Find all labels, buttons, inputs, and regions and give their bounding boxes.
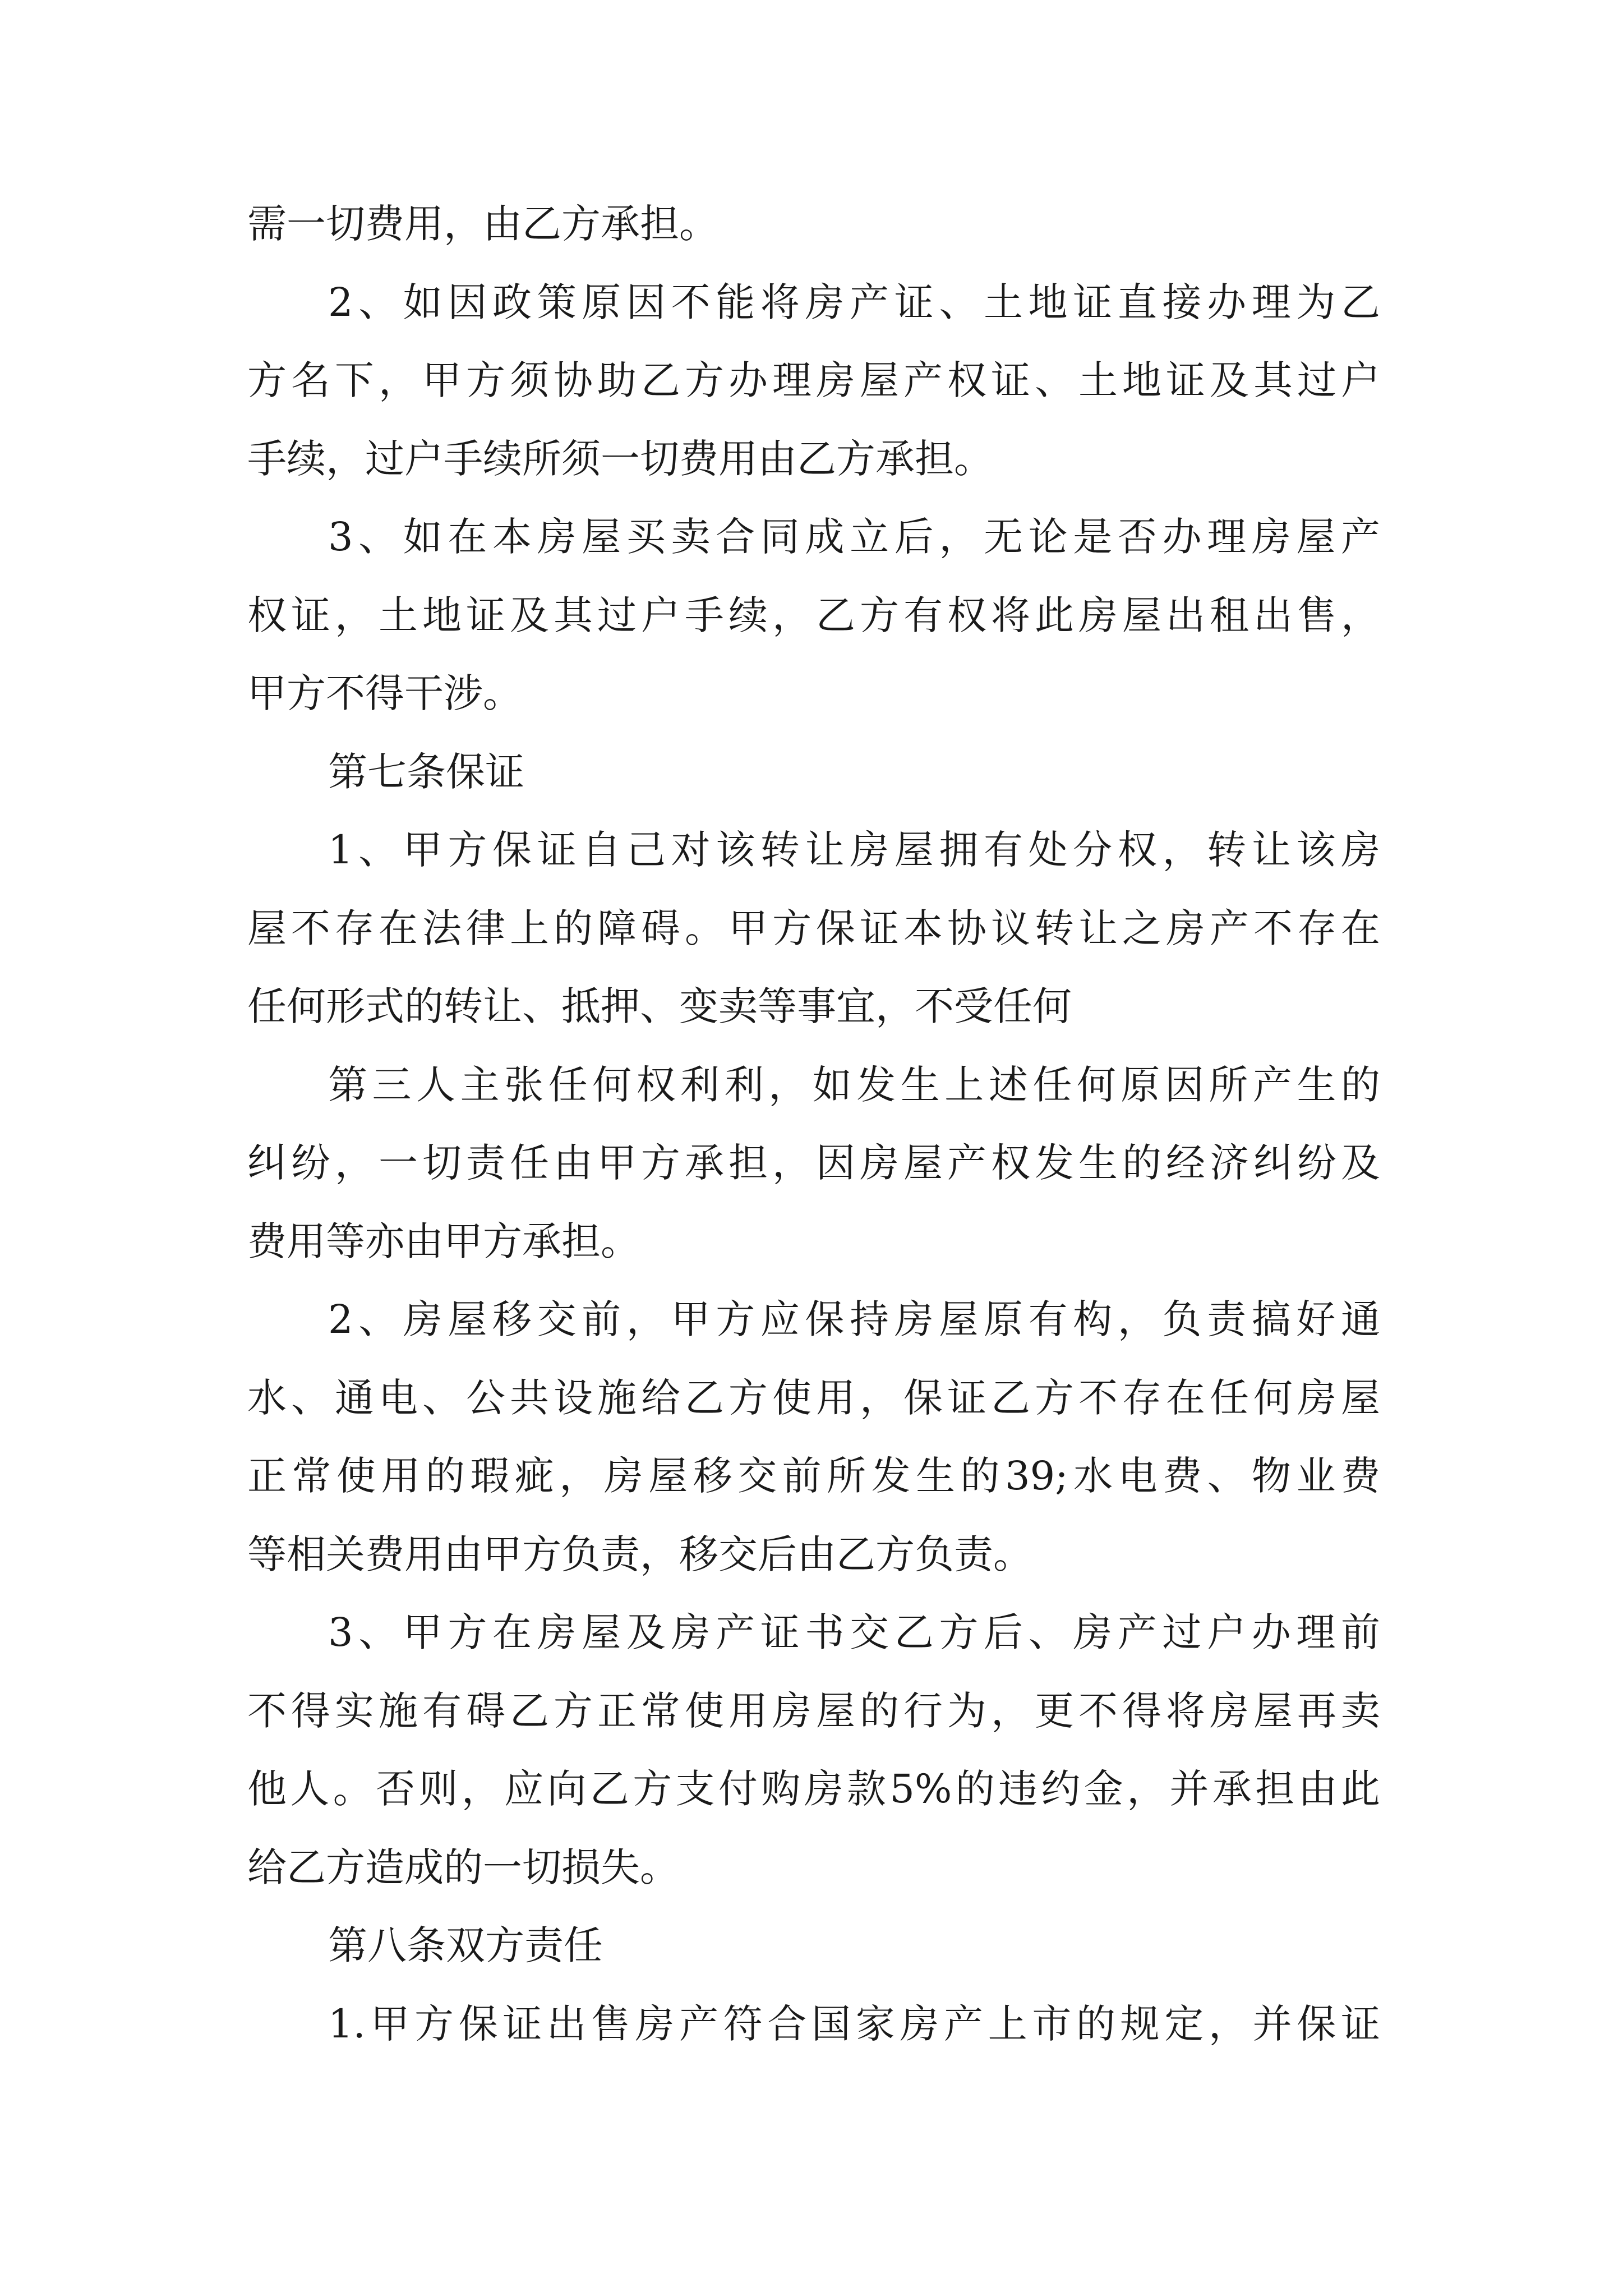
- text-line: 水、通电、公共设施给乙方使用，保证乙方不存在任何房屋: [247, 1374, 1380, 1421]
- text-line: 正常使用的瑕疵，房屋移交前所发生的39;水电费、物业费: [247, 1453, 1380, 1499]
- section-heading: 第八条双方责任: [328, 1922, 603, 1968]
- text-line: 甲方不得干涉。: [247, 670, 522, 716]
- text-line: 2、如因政策原因不能将房产证、土地证直接办理为乙: [328, 279, 1380, 325]
- text-line: 给乙方造成的一切损失。: [247, 1844, 679, 1890]
- text-line: 需一切费用，由乙方承担。: [247, 201, 718, 247]
- text-line: 屋不存在法律上的障碍。甲方保证本协议转让之房产不存在: [247, 905, 1380, 951]
- text-line: 手续，过户手续所须一切费用由乙方承担。: [247, 435, 993, 482]
- text-line: 他人。否则，应向乙方支付购房款5%的违约金，并承担由此: [247, 1766, 1380, 1812]
- text-line: 1、甲方保证自己对该转让房屋拥有处分权，转让该房: [328, 827, 1380, 873]
- text-line: 纠纷，一切责任由甲方承担，因房屋产权发生的经济纠纷及: [247, 1140, 1380, 1186]
- text-line: 3、如在本房屋买卖合同成立后，无论是否办理房屋产: [328, 514, 1380, 560]
- section-heading: 第七条保证: [328, 748, 524, 795]
- text-line: 第三人主张任何权利利，如发生上述任何原因所产生的: [328, 1061, 1380, 1108]
- text-line: 费用等亦由甲方承担。: [247, 1218, 640, 1264]
- text-line: 等相关费用由甲方负责，移交后由乙方负责。: [247, 1531, 1032, 1577]
- text-line: 1.甲方保证出售房产符合国家房产上市的规定，并保证: [328, 2000, 1380, 2047]
- text-line: 3、甲方在房屋及房产证书交乙方后、房产过户办理前: [328, 1609, 1380, 1655]
- text-line: 2、房屋移交前，甲方应保持房屋原有构，负责搞好通: [328, 1296, 1380, 1342]
- text-line: 方名下，甲方须协助乙方办理房屋产权证、土地证及其过户: [247, 357, 1380, 403]
- text-line: 不得实施有碍乙方正常使用房屋的行为，更不得将房屋再卖: [247, 1687, 1380, 1734]
- text-line: 权证，土地证及其过户手续，乙方有权将此房屋出租出售，: [247, 592, 1380, 638]
- document-body: [247, 185, 1380, 2063]
- text-line: 任何形式的转让、抵押、变卖等事宜，不受任何: [247, 983, 1072, 1029]
